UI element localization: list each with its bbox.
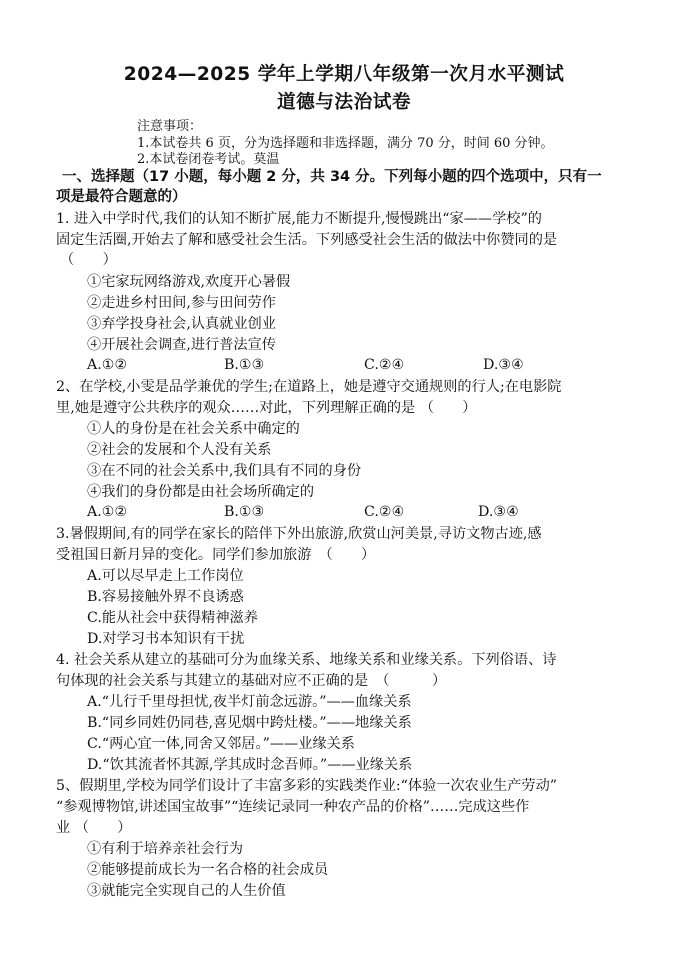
- q2-statement-2: ②社会的发展和个人没有关系: [87, 442, 272, 458]
- q2-choice-a: A.①②: [87, 504, 128, 520]
- q3-stem-line2: 受祖国日新月异的变化。同学们参加旅游 （ ）: [56, 547, 376, 563]
- q5-stem-line3: 业 （ ）: [56, 820, 132, 836]
- q1-choice-d: D.③④: [483, 357, 524, 373]
- q3-option-a: A.可以尽早走上工作岗位: [87, 568, 244, 584]
- q4-option-b: B.“同乡同姓仍同巷,喜见烟中跨灶楼。”——地缘关系: [87, 715, 412, 731]
- exam-title: 2024—2025 学年上学期八年级第一次月水平测试: [123, 64, 565, 85]
- q2-statement-3: ③在不同的社会关系中,我们具有不同的身份: [87, 463, 362, 479]
- notes-heading: 注意事项：: [137, 119, 203, 134]
- q2-statement-4: ④我们的身份都是由社会场所确定的: [87, 484, 315, 500]
- exam-subtitle: 道德与法治试卷: [276, 92, 412, 113]
- q4-option-a: A.“儿行千里母担忧,夜半灯前念远游。”——血缘关系: [87, 694, 412, 710]
- q4-option-d: D.“饮其流者怀其源,学其成时念吾师。”——业缘关系: [87, 757, 413, 773]
- q5-statement-2: ②能够提前成长为一名合格的社会成员: [87, 862, 329, 878]
- q3-stem-line1: 3.暑假期间,有的同学在家长的陪伴下外出旅游,欣赏山河美景,寻访文物古迹,感: [56, 526, 542, 542]
- q5-stem-line1: 5、假期里,学校为同学们设计了丰富多彩的实践类作业:“体验一次农业生产劳动”: [56, 778, 558, 794]
- q1-choice-c: C.②④: [364, 357, 405, 373]
- q3-option-b: B.容易接触外界不良诱惑: [87, 589, 244, 605]
- section-heading-line1: 一、选择题（17 小题，每小题 2 分，共 34 分。下列每小题的四个选项中，只有一: [62, 169, 602, 185]
- q1-statement-2: ②走进乡村田间,参与田间劳作: [87, 295, 276, 311]
- q2-choice-c: C.②④: [364, 504, 405, 520]
- q4-stem-line1: 4. 社会关系从建立的基础可分为血缘关系、地缘关系和业缘关系。下列俗语、诗: [56, 652, 557, 668]
- q2-stem-line1: 2、在学校,小雯是品学兼优的学生;在道路上，她是遵守交通规则的行人;在电影院: [56, 379, 562, 395]
- q3-option-c: C.能从社会中获得精神滋养: [87, 610, 258, 626]
- q1-stem-line1: 1. 进入中学时代,我们的认知不断扩展,能力不断提升,慢慢跳出“家——学校”的: [56, 211, 542, 227]
- q1-statement-1: ①宅家玩网络游戏,欢度开心暑假: [87, 274, 291, 290]
- notes-item-1: 1.本试卷共 6 页，分为选择题和非选择题，满分 70 分，时间 60 分钟。: [137, 136, 554, 151]
- q2-choice-d: D.③④: [478, 504, 519, 520]
- q2-stem-line2: 里,她是遵守公共秩序的观众……对此，下列理解正确的是 （ ）: [56, 400, 477, 416]
- q5-statement-1: ①有利于培养亲社会行为: [87, 841, 244, 857]
- q4-stem-line2: 句体现的社会关系与其建立的基础对应不正确的是 （ ）: [56, 673, 447, 689]
- q1-choice-a: A.①②: [87, 357, 128, 373]
- q1-stem-line2: 固定生活圈,开始去了解和感受社会生活。下列感受社会生活的做法中你赞同的是: [56, 232, 558, 248]
- q4-option-c: C.“两心宜一体,同舍又邻居。”——业缘关系: [87, 736, 355, 752]
- q1-statement-4: ④开展社会调查,进行普法宣传: [87, 337, 276, 353]
- q3-option-d: D.对学习书本知识有干扰: [87, 631, 245, 647]
- q5-stem-line2: “参观博物馆,讲述国宝故事”“连续记录同一种农产品的价格”……完成这些作: [56, 799, 530, 815]
- q1-choice-b: B.①③: [224, 357, 265, 373]
- notes-item-2: 2.本试卷闭卷考试。莫温: [137, 152, 280, 167]
- q1-answer-blank: （ ）: [60, 252, 117, 268]
- q2-statement-1: ①人的身份是在社会关系中确定的: [87, 421, 300, 437]
- section-heading-line2: 项是最符合题意的）: [56, 189, 187, 205]
- q2-choice-b: B.①③: [224, 504, 265, 520]
- q1-statement-3: ③弃学投身社会,认真就业创业: [87, 316, 276, 332]
- q5-statement-3: ③就能完全实现自己的人生价值: [87, 883, 286, 899]
